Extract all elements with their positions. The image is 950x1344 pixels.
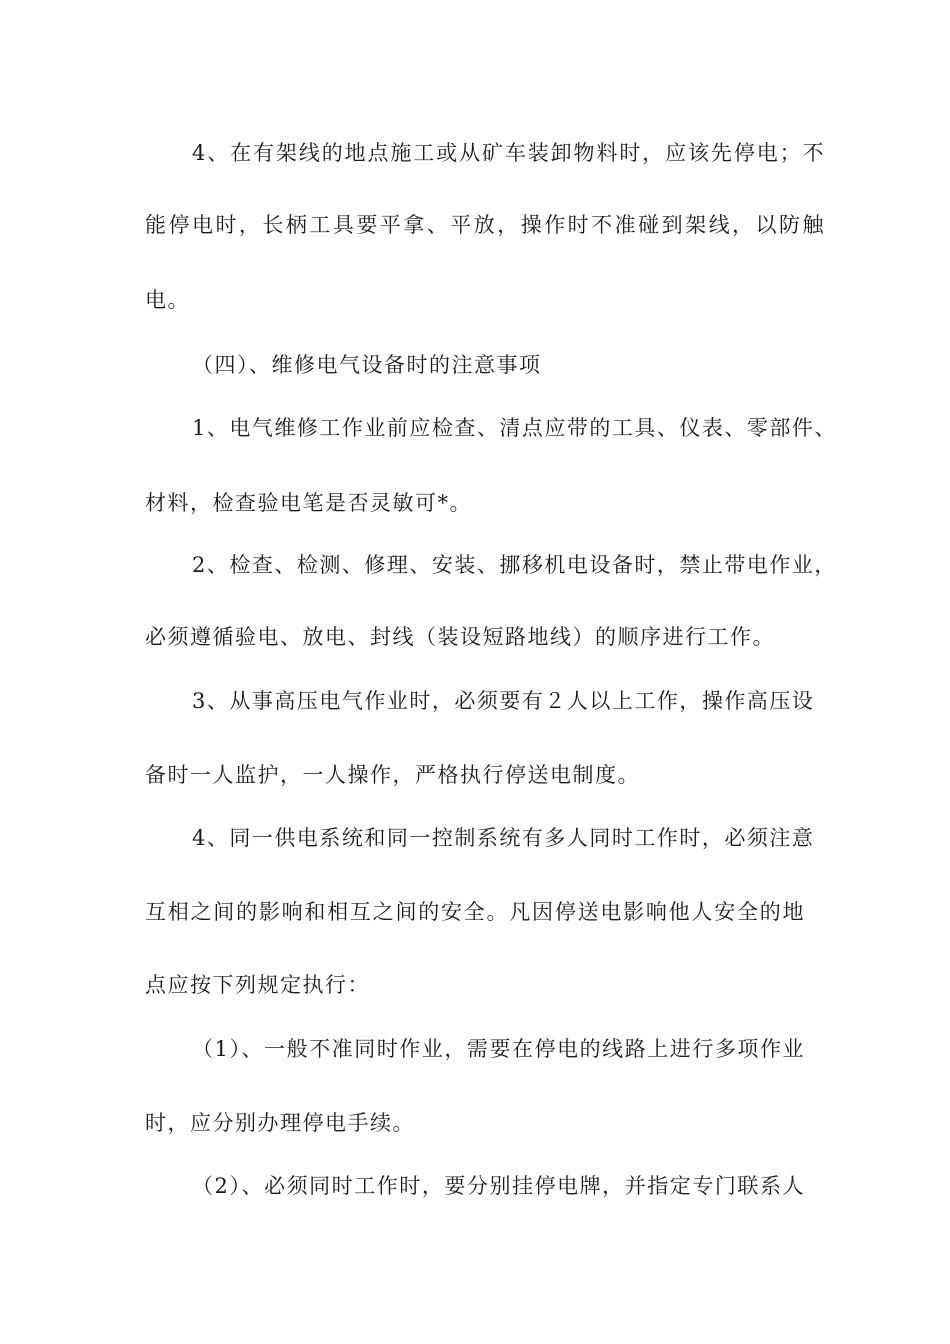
text-line: 点应按下列规定执行：	[145, 973, 370, 997]
text-line: 能停电时，长柄工具要平拿、平放，操作时不准碰到架线，以防触	[145, 213, 825, 237]
text-line: 备时一人监护，一人操作，严格执行停送电制度。	[145, 763, 640, 787]
text-line: 时，应分别办理停电手续。	[145, 1111, 415, 1135]
text-line: 1、电气维修工作业前应检查、清点应带的工具、仪表、零部件、	[192, 416, 837, 440]
text-line: 互相之间的影响和相互之间的安全。凡因停送电影响他人安全的地	[145, 900, 805, 924]
text-line: 电。	[145, 288, 190, 312]
text-line: （1）、一般不准同时作业，需要在停电的线路上进行多项作业	[192, 1037, 805, 1061]
text-line: （2）、必须同时工作时，要分别挂停电牌，并指定专门联系人	[192, 1174, 805, 1198]
text-line: 材料，检查验电笔是否灵敏可*。	[145, 491, 472, 515]
text-line: 必须遵循验电、放电、封线（装设短路地线）的顺序进行工作。	[145, 625, 775, 649]
text-line: 4、同一供电系统和同一控制系统有多人同时工作时，必须注意	[192, 826, 815, 850]
text-line: 4、在有架线的地点施工或从矿车装卸物料时，应该先停电；不	[192, 141, 825, 165]
text-line: 3、从事高压电气作业时，必须要有２人以上工作，操作高压设	[192, 689, 815, 713]
text-line: 2、检查、检测、修理、安装、挪移机电设备时，禁止带电作业，	[192, 553, 837, 577]
section-heading: （四）、维修电气设备时的注意事项	[192, 353, 542, 377]
